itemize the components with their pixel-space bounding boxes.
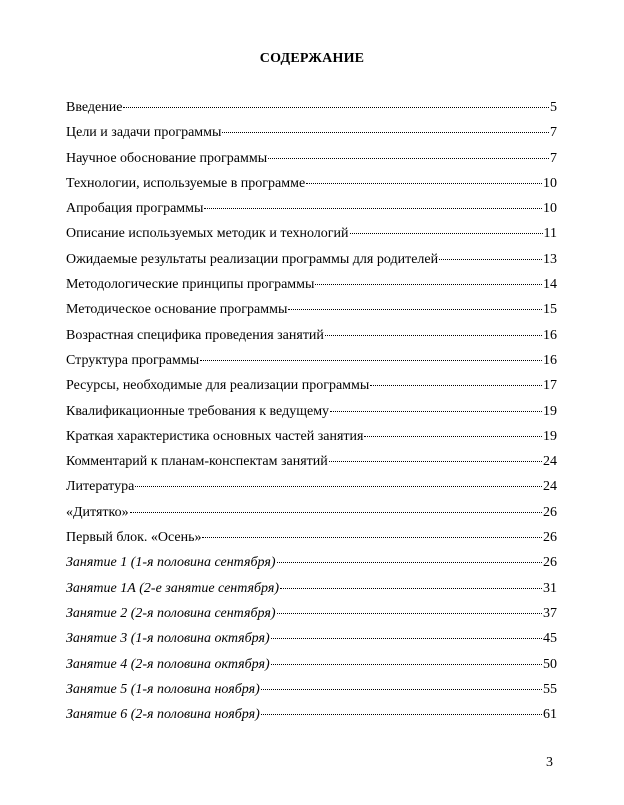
toc-dot-leader — [271, 664, 542, 665]
toc-entry[interactable] — [66, 125, 557, 150]
toc-dot-leader — [330, 411, 542, 412]
toc-entry[interactable] — [66, 252, 557, 277]
toc-entry-title: Цели и задачи программы — [66, 125, 222, 141]
toc-dot-leader — [277, 562, 543, 563]
toc-entry-title: Первый блок. «Осень» — [66, 530, 202, 546]
toc-entry-title: Краткая характеристика основных частей занятия — [66, 428, 364, 444]
toc-dot-leader — [261, 714, 542, 715]
toc-entry[interactable] — [66, 277, 557, 302]
page-title: СОДЕРЖАНИЕ — [259, 51, 365, 66]
toc-entry[interactable] — [66, 328, 557, 353]
toc-dot-leader — [200, 360, 542, 361]
toc-entry[interactable] — [66, 429, 557, 454]
toc-dot-leader — [306, 183, 542, 184]
toc-entry-page: 55 — [543, 681, 557, 697]
toc-entry-page: 50 — [543, 656, 557, 672]
toc-entry-title: Апробация программы — [66, 201, 204, 217]
toc-dot-leader — [123, 107, 549, 108]
toc-entry-page: 37 — [543, 605, 557, 621]
toc-dot-leader — [364, 436, 542, 437]
toc-entry[interactable] — [66, 606, 557, 631]
toc-entry[interactable] — [66, 378, 557, 403]
toc-entry[interactable] — [66, 353, 557, 378]
toc-entry-title: Занятие 1А (2-е занятие сентября) — [66, 580, 280, 596]
toc-entry-page: 31 — [543, 580, 557, 596]
toc-entry-title: Введение — [66, 100, 123, 115]
toc-entry[interactable] — [66, 404, 557, 429]
toc-entry-page: 19 — [543, 403, 557, 419]
toc-entry-title: Занятие 1 (1-я половина сентября) — [66, 555, 276, 571]
toc-dot-leader — [315, 284, 542, 285]
toc-dot-leader — [202, 537, 542, 538]
toc-entry[interactable] — [66, 581, 557, 606]
toc-dot-leader — [439, 259, 542, 260]
toc-entry[interactable] — [66, 707, 557, 732]
toc-entry-title: Занятие 3 (1-я половина октября) — [66, 631, 270, 647]
toc-entry-title: Ожидаемые результаты реализации программы для родителей — [66, 251, 439, 267]
toc-entry-page: 11 — [543, 226, 557, 242]
toc-entry[interactable] — [66, 226, 557, 251]
toc-dot-leader — [204, 208, 542, 209]
toc-entry-page: 26 — [543, 504, 557, 520]
toc-dot-leader — [350, 233, 543, 234]
toc-entry-title: Методологические принципы программы — [66, 277, 315, 293]
toc-entry-page: 24 — [543, 454, 557, 470]
toc-entry-page: 61 — [543, 707, 557, 723]
toc-entry[interactable] — [66, 479, 557, 504]
toc-entry-page: 26 — [543, 555, 557, 571]
toc-entry-title: Методическое основание программы — [66, 302, 288, 318]
toc-dot-leader — [329, 461, 542, 462]
toc-dot-leader — [325, 335, 542, 336]
toc-dot-leader — [288, 309, 542, 310]
toc-entry-page: 16 — [543, 327, 557, 343]
toc-entry-title: Ресурсы, необходимые для реализации программы — [66, 378, 370, 394]
page-number: 3 — [546, 755, 553, 770]
toc-entry-page: 15 — [543, 302, 557, 318]
toc-entry-title: «Дитятко» — [66, 504, 129, 520]
toc-entry-title: Комментарий к планам-конспектам занятий — [66, 454, 328, 470]
toc-dot-leader — [280, 588, 542, 589]
toc-entry-title: Занятие 5 (1-я половина ноября) — [66, 681, 260, 697]
toc-entry-title: Занятие 4 (2-я половина октября) — [66, 656, 270, 672]
toc-entry-title: Структура программы — [66, 352, 200, 368]
toc-entry-page: 45 — [543, 631, 557, 647]
toc-entry-title: Возрастная специфика проведения занятий — [66, 327, 324, 343]
toc-entry-page: 13 — [543, 251, 557, 267]
toc-entry-title: Технологии, используемые в программе — [66, 175, 306, 191]
toc-entry[interactable] — [66, 530, 557, 555]
toc-entry[interactable] — [66, 100, 557, 125]
toc-entry-page: 16 — [543, 352, 557, 368]
toc-entry[interactable] — [66, 302, 557, 327]
toc-entry-page: 7 — [550, 125, 557, 141]
toc-entry[interactable] — [66, 454, 557, 479]
toc-entry-title: Занятие 2 (2-я половина сентября) — [66, 605, 276, 621]
toc-entry-page: 10 — [543, 201, 557, 217]
toc-dot-leader — [268, 158, 549, 159]
toc-entry-title: Литература — [66, 479, 135, 495]
toc-entry[interactable] — [66, 682, 557, 707]
toc-entry-page: 7 — [550, 150, 557, 166]
toc-dot-leader — [222, 132, 549, 133]
toc-entry-page: 26 — [543, 530, 557, 546]
toc-entry-title: Занятие 6 (2-я половина ноября) — [66, 707, 260, 723]
toc-entry-page: 17 — [543, 378, 557, 394]
toc-entry-title: Научное обоснование программы — [66, 150, 268, 166]
toc-entry-page: 14 — [543, 277, 557, 293]
toc-entry[interactable] — [66, 631, 557, 656]
toc-entry[interactable] — [66, 505, 557, 530]
toc-entry-page: 5 — [550, 100, 557, 115]
toc-dot-leader — [370, 385, 542, 386]
toc-dot-leader — [135, 486, 542, 487]
table-of-contents — [66, 100, 557, 732]
toc-entry-title: Квалификационные требования к ведущему — [66, 403, 330, 419]
toc-entry-page: 24 — [543, 479, 557, 495]
toc-entry[interactable] — [66, 555, 557, 580]
toc-entry-page: 10 — [543, 175, 557, 191]
toc-entry[interactable] — [66, 201, 557, 226]
toc-entry[interactable] — [66, 176, 557, 201]
toc-entry[interactable] — [66, 151, 557, 176]
toc-dot-leader — [261, 689, 542, 690]
toc-dot-leader — [271, 638, 542, 639]
toc-entry-page: 19 — [543, 428, 557, 444]
toc-dot-leader — [277, 613, 543, 614]
toc-entry[interactable] — [66, 657, 557, 682]
toc-dot-leader — [130, 512, 542, 513]
toc-entry-title: Описание используемых методик и технологий — [66, 226, 349, 242]
